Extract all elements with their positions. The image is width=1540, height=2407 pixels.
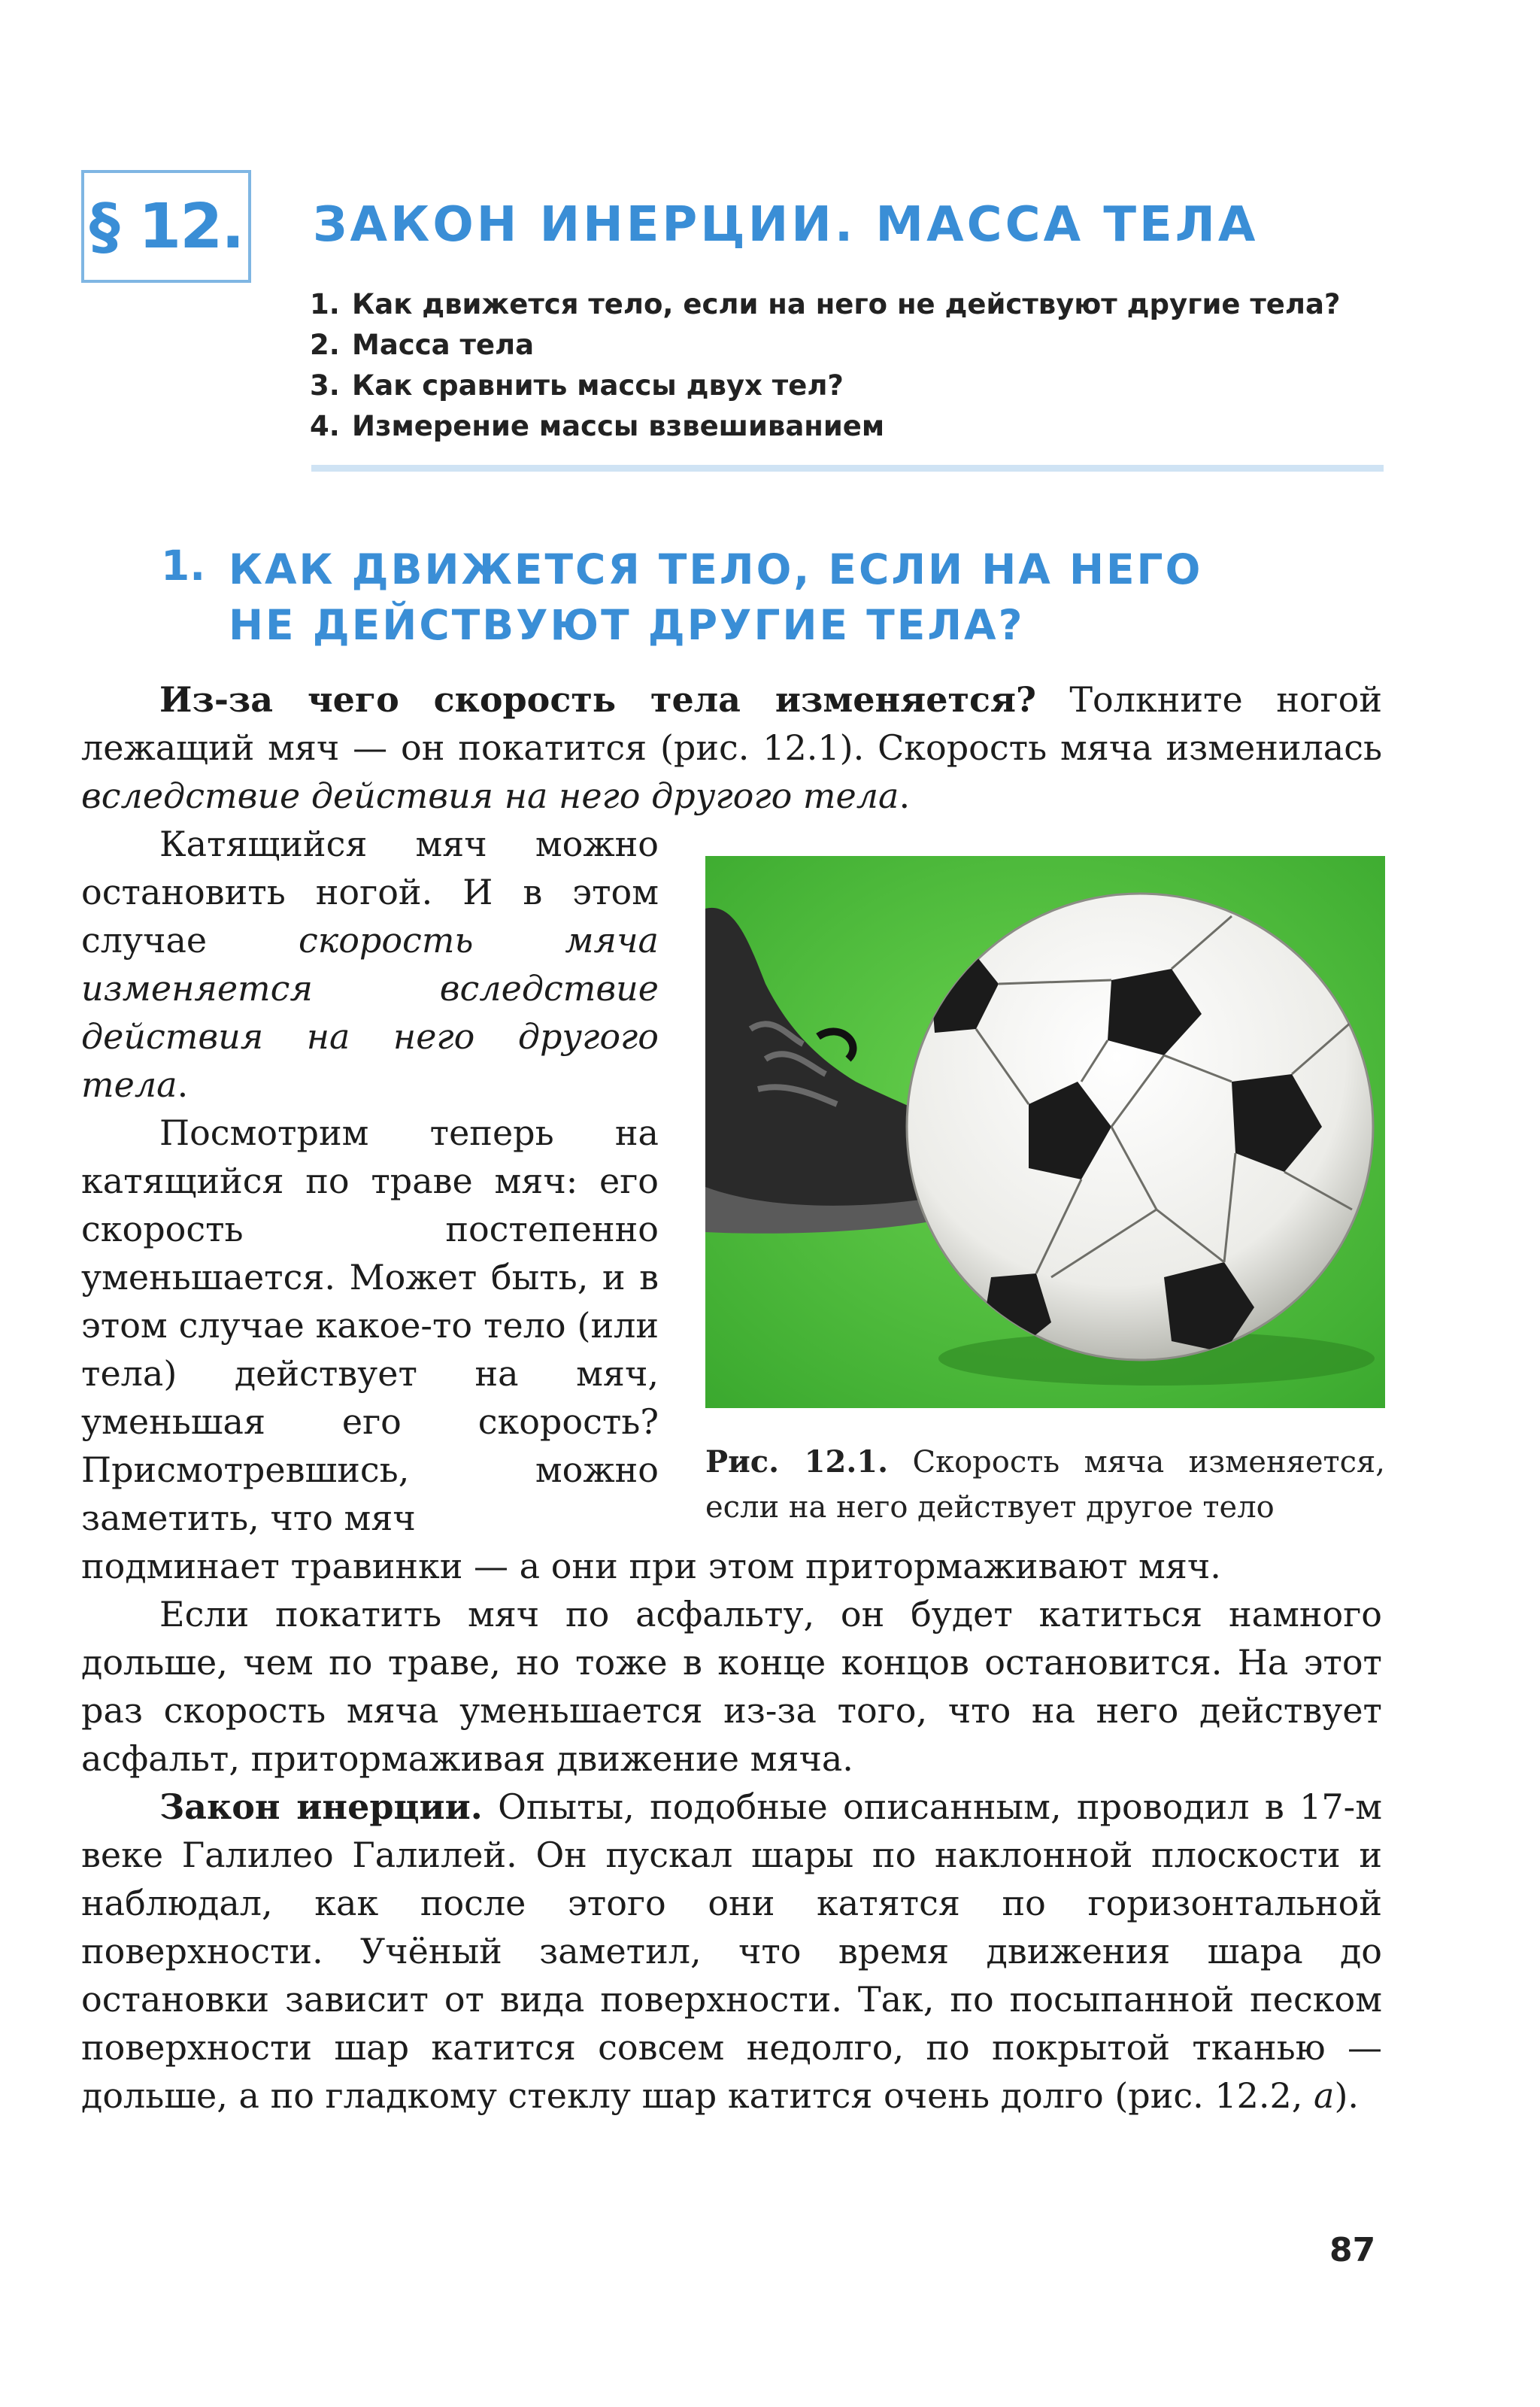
chapter-title: ЗАКОН ИНЕРЦИИ. МАССА ТЕЛА	[313, 197, 1259, 253]
toc-item: 3. Как сравнить массы двух тел?	[310, 369, 844, 402]
paragraph-grass: Посмотрим теперь на катящийся по траве мяч: его скорость постепенно уменьшается. Может быть, и в этом случае какое-то тело (или тела) действует на мяч, уменьшая его скорость? Присмотревшись, можно заметить, что мяч	[81, 1112, 659, 1538]
page-number: 87	[1329, 2231, 1376, 2269]
paragraph-asphalt: Если покатить мяч по асфальту, он будет катиться намного дольше, чем по траве, но тоже в конце концов остановится. На этот раз скорость мяча уменьшается из-за того, что на него действует асфальт, притормаживая движение мяча.	[81, 1594, 1382, 1779]
ball-photo	[705, 856, 1385, 1408]
toc-item: 1. Как движется тело, если на него не действуют другие тела?	[310, 288, 1341, 320]
soccer-ball-image	[907, 894, 1373, 1360]
figure-ball-and-shoe	[705, 856, 1385, 1408]
figure-caption: Рис. 12.1. Скорость мяча изменяется, если на него действует другое тело	[705, 1444, 1385, 1525]
subsection-title: КАК ДВИЖЕТСЯ ТЕЛО, ЕСЛИ НА НЕГО НЕ ДЕЙСТВУЮТ ДРУГИЕ ТЕЛА?	[229, 545, 1203, 649]
subsection-number: 1.	[161, 542, 206, 590]
toc-item: 2. Масса тела	[310, 329, 535, 361]
paragraph-stop-ball: Катящийся мяч можно остановить ногой. И в этом случае скорость мяча изменяется вследствие действия на него другого тела.	[81, 824, 659, 1105]
toc-item: 4. Измерение массы взвешиванием	[310, 410, 885, 442]
paragraph-law-of-inertia: Закон инерции. Опыты, подобные описанным, проводил в 17-м веке Галилео Галилей. Он пускал шары по наклонной плоскости и наблюдал, как после этого они катятся по горизонтальной поверхности. Учёный заметил, что время движения шара до остановки зависит от вида поверхности. Так, по посыпанной песком поверхности шар катится совсем недолго, по покрытой тканью — дольше, а по гладкому стеклу шар катится очень долго (рис. 12.2, а).	[81, 1786, 1382, 2116]
section-number: § 12.	[89, 190, 244, 263]
section-number-box	[81, 170, 251, 283]
paragraph-intro: Из-за чего скорость тела изменяется? Толкните ногой лежащий мяч — он покатится (рис. 12.1). Скорость мяча изменилась вследствие действия на него другого тела.	[81, 679, 1382, 816]
section-contents	[310, 284, 1340, 447]
divider	[311, 465, 1384, 472]
paragraph-grass-continued: подминает травинки — а они при этом притормаживают мяч.	[81, 1546, 1221, 1586]
